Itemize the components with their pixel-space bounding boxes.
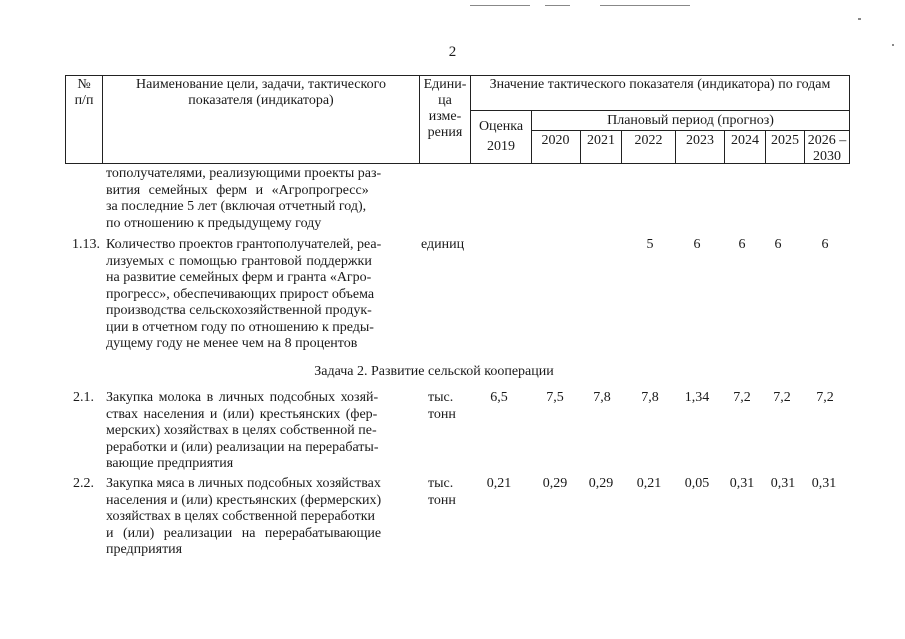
row-unit: тыс. тонн (428, 476, 456, 508)
text-line: населения и (или) крестьянских (фермерских) (106, 492, 382, 508)
scan-artifact (545, 5, 570, 6)
text-line: хозяйствах в целях собственной переработки (106, 509, 376, 524)
page-number: 2 (448, 44, 457, 60)
header-number: № п/п (74, 77, 94, 108)
row-name (106, 390, 416, 473)
text-line: по отношению к предыдущему году (106, 215, 322, 231)
header-planned: Плановый период (прогноз) (607, 113, 774, 128)
text-line: дущему году не менее чем на 8 процентов (106, 336, 358, 351)
text-line: тополучателями, реализующими проекты раз- (106, 166, 382, 181)
row-number: 1.13. (72, 237, 100, 252)
text-line: ции в отчетном году по отношению к преды- (106, 319, 374, 335)
text-line: на развитие семейных ферм и гранта «Агро- (106, 270, 372, 285)
row-number: 2.1. (73, 390, 94, 405)
header-unit: Едини- ца изме- рения (423, 77, 467, 140)
row-number: 2.2. (73, 476, 94, 491)
continuation-text (106, 166, 412, 232)
value-cell: 1,34 (684, 390, 710, 405)
text-line: вития семейных ферм и «Агропрогресс» (106, 182, 369, 198)
header-year: 2020 (541, 133, 570, 148)
header-year: 2026 – 2030 (807, 133, 847, 164)
value-cell: 7,8 (593, 390, 611, 405)
header-year: 2022 (634, 133, 663, 148)
value-cell: 0,21 (636, 476, 662, 491)
value-cell: 7,5 (546, 390, 564, 405)
text-line: предприятия (106, 542, 183, 557)
value-cell: 7,2 (816, 390, 834, 405)
value-cell: 6 (693, 237, 701, 252)
text-line: за последние 5 лет (включая отчетный год), (106, 199, 367, 214)
header-estimate: Оценка 2019 (478, 119, 524, 154)
value-cell: 6,5 (490, 390, 508, 405)
value-cell: 0,05 (684, 476, 710, 491)
scan-artifact (858, 18, 861, 20)
scan-artifact (470, 5, 530, 6)
section-title: Задача 2. Развитие сельской кооперации (314, 364, 554, 379)
row-unit: тыс. тонн (428, 390, 456, 422)
value-cell: 6 (738, 237, 746, 252)
header-values: Значение тактического показателя (индикатора) по годам (489, 77, 831, 92)
header-year: 2023 (686, 133, 714, 148)
header-year: 2024 (731, 133, 759, 148)
value-cell: 5 (646, 237, 654, 252)
text-line: мерских) хозяйствах в целях собственной пе- (106, 423, 377, 438)
row-name (106, 476, 416, 559)
value-cell: 0,31 (811, 476, 837, 491)
value-cell: 6 (821, 237, 829, 252)
text-line: прогресс», обеспечивающих прирост объема (106, 286, 375, 302)
value-cell: 6 (774, 237, 782, 252)
header-year: 2025 (771, 133, 799, 148)
text-line: Количество проектов грантополучателей, реа- (106, 237, 382, 252)
value-cell: 7,2 (733, 390, 751, 405)
text-line: вающие предприятия (106, 456, 234, 471)
value-cell: 0,31 (770, 476, 796, 491)
text-line: ствах населения и (или) крестьянских (фер- (106, 406, 378, 422)
text-line: и (или) реализации на перерабатывающие (106, 525, 382, 541)
value-cell: 0,21 (486, 476, 512, 491)
header-year: 2021 (587, 133, 615, 148)
row-unit: единиц (421, 237, 465, 252)
value-cell: 7,8 (641, 390, 659, 405)
scan-artifact (600, 5, 690, 6)
text-line: Закупка мяса в личных подсобных хозяйствах (106, 476, 381, 491)
text-line: лизуемых с помощью грантовой поддержки (106, 253, 372, 269)
header-name: Наименование цели, задачи, тактического показателя (индикатора) (136, 77, 386, 108)
value-cell: 0,31 (729, 476, 755, 491)
table-header (65, 75, 850, 164)
value-cell: 0,29 (588, 476, 614, 491)
text-line: производства сельскохозяйственной продук- (106, 303, 372, 318)
row-name (106, 237, 416, 353)
value-cell: 0,29 (542, 476, 568, 491)
text-line: реработки и (или) реализации на перерабаты- (106, 439, 379, 455)
value-cell: 7,2 (773, 390, 791, 405)
text-line: Закупка молока в личных подсобных хозяй- (106, 390, 379, 405)
